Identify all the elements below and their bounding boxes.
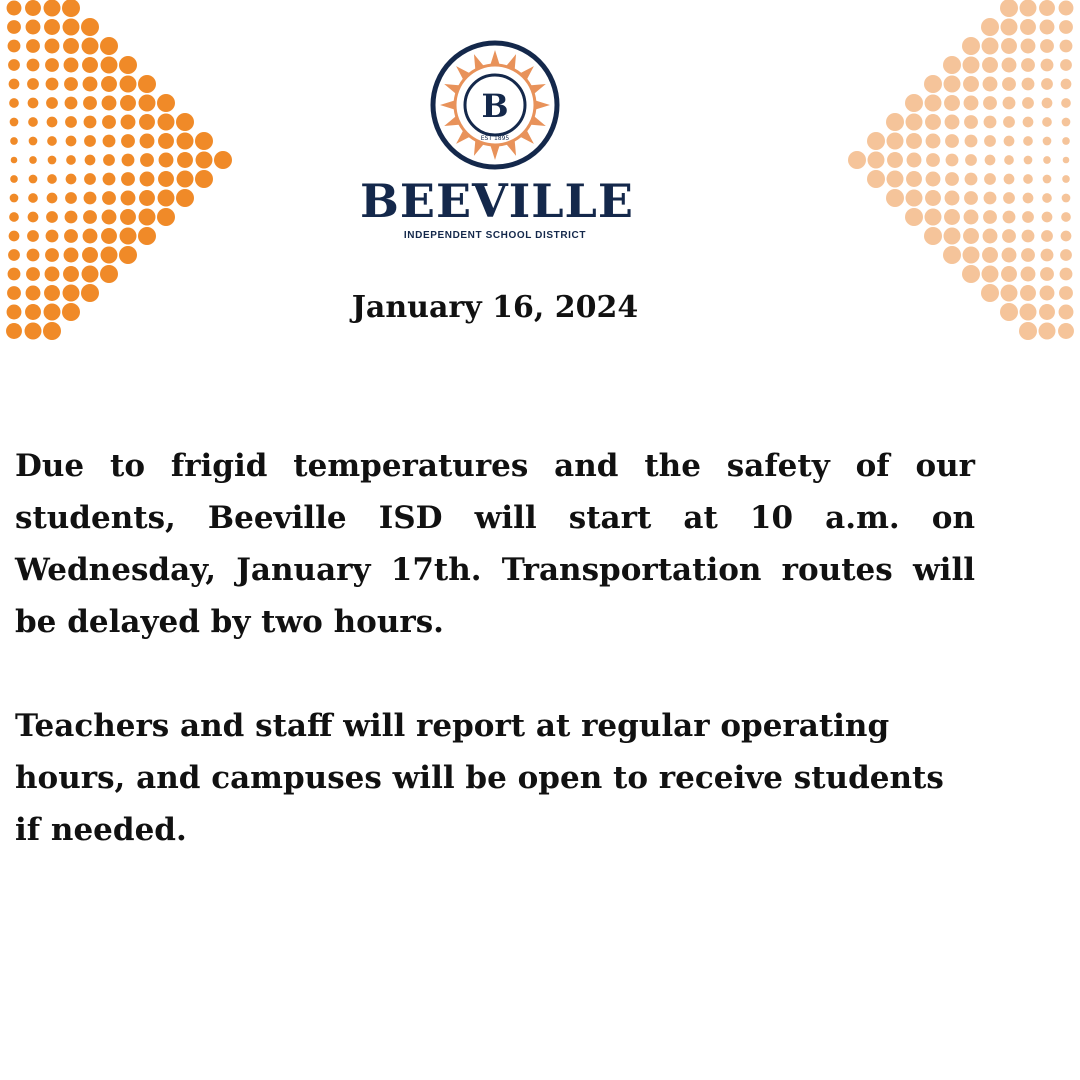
decorative-dot [965, 154, 977, 166]
decorative-dot [120, 95, 136, 111]
decorative-dot [1003, 192, 1015, 204]
decorative-dot [944, 228, 961, 245]
decorative-dot [9, 231, 20, 242]
decorative-dot [983, 77, 998, 92]
decorative-dot [83, 96, 97, 110]
decorative-dot [1042, 98, 1053, 109]
decorative-dot [46, 78, 59, 91]
decorative-dot [925, 190, 941, 206]
decorative-dot [47, 136, 57, 146]
decorative-dot [84, 173, 96, 185]
decorative-dot [1019, 322, 1037, 340]
notice-body [15, 440, 975, 856]
decorative-dot [1022, 97, 1034, 109]
decorative-dot [985, 155, 996, 166]
decorative-dot [887, 133, 904, 150]
decorative-dot [66, 174, 77, 185]
decorative-dot [984, 192, 997, 205]
decorative-dot [1004, 155, 1014, 165]
decorative-dot [1041, 59, 1054, 72]
decorative-dot [1041, 78, 1053, 90]
decorative-dot [982, 57, 998, 73]
decorative-dot [138, 75, 156, 93]
decorative-dot [1040, 267, 1054, 281]
decorative-dot [139, 95, 156, 112]
decorative-dot [158, 133, 174, 149]
decorative-dot [10, 118, 19, 127]
decorative-dot [177, 152, 193, 168]
decorative-dot [1042, 212, 1053, 223]
decorative-dot [943, 56, 961, 74]
decorative-dot [64, 229, 78, 243]
district-seal-icon [430, 40, 560, 170]
decorative-dot [28, 212, 39, 223]
decorative-dot [964, 191, 978, 205]
decorative-dot [100, 37, 118, 55]
decorative-dot [121, 191, 136, 206]
decorative-dot [140, 134, 155, 149]
decorative-dot [867, 132, 885, 150]
decorative-dot [1062, 194, 1071, 203]
decorative-dot [28, 98, 39, 109]
decorative-dot [102, 96, 117, 111]
decorative-dot [1001, 285, 1018, 302]
decorative-dot [945, 191, 960, 206]
decorative-dot [47, 174, 57, 184]
decorative-dot [85, 155, 96, 166]
decorative-dot [1001, 38, 1017, 54]
decorative-dot [82, 247, 98, 263]
decorative-dot [1001, 266, 1017, 282]
decorative-dot [1063, 157, 1070, 164]
decorative-dot [965, 173, 978, 186]
decorative-dot [1020, 285, 1036, 301]
decorative-dot [1042, 117, 1052, 127]
decorative-dot [944, 209, 960, 225]
decorative-dot [195, 132, 213, 150]
decorative-dot [9, 98, 19, 108]
decorative-dot [962, 37, 980, 55]
decorative-dot [82, 38, 99, 55]
decorative-dot [924, 75, 942, 93]
decorative-dot [982, 266, 999, 283]
decorative-dot [1022, 230, 1035, 243]
decorative-dot [1021, 267, 1036, 282]
decorative-dot [926, 153, 940, 167]
decorative-dot [28, 117, 38, 127]
decorative-dot [1000, 0, 1018, 17]
decorative-dot [982, 247, 998, 263]
decorative-dot [139, 209, 156, 226]
decorative-dot [10, 194, 19, 203]
decorative-dot [906, 171, 922, 187]
decorative-dot [905, 208, 923, 226]
decorative-dot [45, 39, 60, 54]
decorative-dot [63, 266, 79, 282]
decorative-dot [1059, 1, 1074, 16]
decorative-dot [9, 79, 20, 90]
decorative-dot [944, 76, 961, 93]
decorative-dot [887, 171, 904, 188]
decorative-dot [26, 20, 41, 35]
decorative-dot [7, 1, 22, 16]
decorative-dot [1059, 286, 1073, 300]
decorative-dot [44, 0, 61, 16]
decorative-dot [943, 246, 961, 264]
decorative-dot [926, 134, 941, 149]
decorative-dot [1061, 98, 1071, 108]
decorative-dot [983, 229, 998, 244]
decorative-dot [102, 191, 116, 205]
decorative-dot [1022, 211, 1034, 223]
decorative-dot [177, 133, 194, 150]
decorative-dot [29, 156, 37, 164]
decorative-dot [176, 189, 194, 207]
decorative-dot [945, 172, 959, 186]
decorative-dot [925, 95, 942, 112]
decorative-dot [1061, 231, 1072, 242]
decorative-dot [8, 59, 20, 71]
decorative-dot [1062, 137, 1070, 145]
decorative-dot [27, 78, 39, 90]
left-dot-pattern [0, 0, 300, 340]
decorative-dot [963, 228, 979, 244]
decorative-dot [63, 19, 80, 36]
decorative-dot [963, 57, 980, 74]
decorative-dot [981, 18, 999, 36]
decorative-dot [906, 133, 922, 149]
decorative-dot [1003, 116, 1015, 128]
decorative-dot [84, 135, 96, 147]
decorative-dot [1020, 0, 1037, 16]
decorative-dot [1058, 323, 1074, 339]
decorative-dot [158, 190, 175, 207]
decorative-dot [121, 172, 135, 186]
decorative-dot [26, 267, 40, 281]
decorative-dot [119, 56, 137, 74]
decorative-dot [102, 115, 116, 129]
decorative-dot [1060, 59, 1072, 71]
decorative-dot [214, 151, 232, 169]
decorative-dot [1060, 249, 1072, 261]
decorative-dot [119, 246, 137, 264]
decorative-dot [27, 230, 39, 242]
decorative-dot [82, 266, 99, 283]
decorative-dot [1000, 303, 1018, 321]
decorative-dot [964, 210, 979, 225]
decorative-dot [195, 170, 213, 188]
decorative-dot [867, 170, 885, 188]
decorative-dot [1043, 137, 1052, 146]
decorative-dot [47, 117, 58, 128]
district-name: BEEVILLE [360, 174, 634, 228]
decorative-dot [1042, 193, 1052, 203]
decorative-dot [1021, 248, 1035, 262]
decorative-dot [1002, 77, 1016, 91]
decorative-dot [1043, 156, 1051, 164]
decorative-dot [100, 265, 118, 283]
decorative-dot [1002, 248, 1017, 263]
decorative-dot [65, 116, 77, 128]
decorative-dot [983, 96, 997, 110]
district-subtitle: INDEPENDENT SCHOOL DISTRICT [403, 230, 587, 241]
decorative-dot [157, 208, 175, 226]
decorative-dot [138, 227, 156, 245]
decorative-dot [83, 77, 98, 92]
decorative-dot [65, 97, 78, 110]
decorative-dot [196, 152, 213, 169]
decorative-dot [963, 247, 980, 264]
decorative-dot [44, 19, 60, 35]
decorative-dot [103, 154, 115, 166]
decorative-dot [64, 58, 79, 73]
seal-letter: B [481, 87, 509, 125]
decorative-dot [10, 175, 18, 183]
decorative-dot [81, 18, 99, 36]
decorative-dot [45, 248, 59, 262]
decorative-dot [66, 136, 77, 147]
decorative-dot [6, 323, 22, 339]
decorative-dot [29, 175, 38, 184]
decorative-dot [48, 156, 57, 165]
decorative-dot [65, 211, 78, 224]
seal-established-text: EST 1895 [480, 135, 510, 142]
decorative-dot [924, 227, 942, 245]
decorative-dot [8, 249, 20, 261]
decorative-dot [27, 249, 40, 262]
decorative-dot [121, 134, 135, 148]
decorative-dot [1003, 211, 1016, 224]
decorative-dot [103, 173, 116, 186]
decorative-dot [1041, 249, 1054, 262]
decorative-dot [1040, 20, 1055, 35]
decorative-dot [962, 265, 980, 283]
decorative-dot [1039, 0, 1055, 16]
decorative-dot [158, 171, 174, 187]
district-logo [360, 40, 634, 241]
right-dot-pattern [780, 0, 1080, 340]
decorative-dot [64, 248, 79, 263]
decorative-dot [121, 115, 136, 130]
decorative-dot [140, 153, 154, 167]
decorative-dot [1062, 118, 1071, 127]
decorative-dot [984, 173, 996, 185]
decorative-dot [10, 137, 18, 145]
decorative-dot [1023, 193, 1034, 204]
decorative-dot [102, 210, 117, 225]
decorative-dot [944, 95, 960, 111]
decorative-dot [886, 113, 904, 131]
decorative-dot [120, 228, 137, 245]
decorative-dot [1062, 175, 1070, 183]
decorative-dot [1023, 136, 1033, 146]
notice-paragraph-staff: Teachers and staff will report at regular operating hours, and campuses will be open to receive students if needed. [15, 708, 944, 848]
decorative-dot [101, 228, 117, 244]
decorative-dot [25, 323, 42, 340]
decorative-dot [983, 210, 997, 224]
decorative-dot [47, 193, 58, 204]
decorative-dot [1002, 58, 1017, 73]
decorative-dot [964, 115, 978, 129]
decorative-dot [1020, 304, 1037, 321]
decorative-dot [158, 114, 175, 131]
decorative-dot [984, 135, 996, 147]
decorative-dot [925, 114, 941, 130]
decorative-dot [63, 38, 79, 54]
decorative-dot [1024, 156, 1033, 165]
decorative-dot [886, 189, 904, 207]
decorative-dot [925, 209, 942, 226]
decorative-dot [1023, 117, 1034, 128]
decorative-dot [65, 192, 77, 204]
decorative-dot [1061, 79, 1072, 90]
decorative-dot [122, 154, 135, 167]
decorative-dot [101, 57, 118, 74]
decorative-dot [1001, 19, 1018, 36]
decorative-dot [157, 94, 175, 112]
decorative-dot [982, 38, 999, 55]
decorative-dot [84, 192, 97, 205]
decorative-dot [1003, 97, 1016, 110]
decorative-dot [25, 0, 41, 16]
decorative-dot [139, 114, 155, 130]
decorative-dot [945, 134, 959, 148]
decorative-dot [62, 0, 80, 17]
decorative-dot [7, 20, 21, 34]
decorative-dot [101, 76, 117, 92]
decorative-dot [9, 212, 19, 222]
notice-date: January 16, 2024 [351, 290, 639, 325]
decorative-dot [46, 211, 58, 223]
decorative-dot [83, 229, 98, 244]
decorative-dot [159, 153, 174, 168]
decorative-dot [8, 40, 21, 53]
decorative-dot [1021, 58, 1035, 72]
decorative-dot [84, 116, 97, 129]
decorative-dot [1060, 268, 1073, 281]
decorative-dot [101, 247, 118, 264]
decorative-dot [45, 58, 59, 72]
decorative-dot [964, 96, 979, 111]
decorative-dot [1043, 175, 1052, 184]
decorative-dot [64, 77, 78, 91]
notice-paragraph-delay: Due to frigid temperatures and the safety of our students, Beeville ISD will start at 10 a.m. on Wednesday, January 17th. Transportation routes will be delayed by two hours. [15, 448, 975, 640]
decorative-dot [1021, 39, 1036, 54]
decorative-dot [1022, 78, 1035, 91]
decorative-dot [945, 115, 960, 130]
decorative-dot [46, 97, 58, 109]
decorative-dot [905, 94, 923, 112]
decorative-dot [1004, 136, 1015, 147]
decorative-dot [887, 152, 903, 168]
decorative-dot [26, 39, 40, 53]
decorative-dot [1041, 230, 1053, 242]
decorative-dot [963, 76, 979, 92]
decorative-dot [139, 190, 155, 206]
decorative-dot [1060, 40, 1073, 53]
decorative-dot [1004, 174, 1015, 185]
decorative-dot [46, 230, 59, 243]
decorative-dot [1039, 304, 1055, 320]
decorative-dot [29, 137, 38, 146]
decorative-dot [1040, 39, 1054, 53]
decorative-dot [8, 268, 21, 281]
decorative-dot [848, 151, 866, 169]
decorative-dot [120, 209, 136, 225]
decorative-dot [177, 171, 194, 188]
decorative-dot [103, 135, 116, 148]
decorative-dot [27, 59, 40, 72]
decorative-dot [82, 57, 98, 73]
decorative-dot [1020, 19, 1036, 35]
decorative-dot [907, 153, 922, 168]
decorative-dot [926, 172, 941, 187]
decorative-dot [11, 157, 18, 164]
decorative-dot [946, 154, 959, 167]
decorative-dot [83, 210, 97, 224]
decorative-dot [906, 114, 923, 131]
decorative-dot [45, 267, 60, 282]
decorative-dot [906, 190, 923, 207]
decorative-dot [868, 152, 885, 169]
decorative-dot [28, 193, 38, 203]
decorative-dot [965, 135, 978, 148]
decorative-dot [1039, 323, 1056, 340]
decorative-dot [1061, 212, 1071, 222]
decorative-dot [140, 172, 155, 187]
decorative-dot [1023, 174, 1033, 184]
decorative-dot [1002, 229, 1016, 243]
decorative-dot [984, 116, 997, 129]
decorative-dot [66, 155, 76, 165]
decorative-dot [176, 113, 194, 131]
decorative-dot [1040, 286, 1055, 301]
decorative-dot [120, 76, 137, 93]
decorative-dot [1059, 20, 1073, 34]
decorative-dot [1059, 305, 1074, 320]
